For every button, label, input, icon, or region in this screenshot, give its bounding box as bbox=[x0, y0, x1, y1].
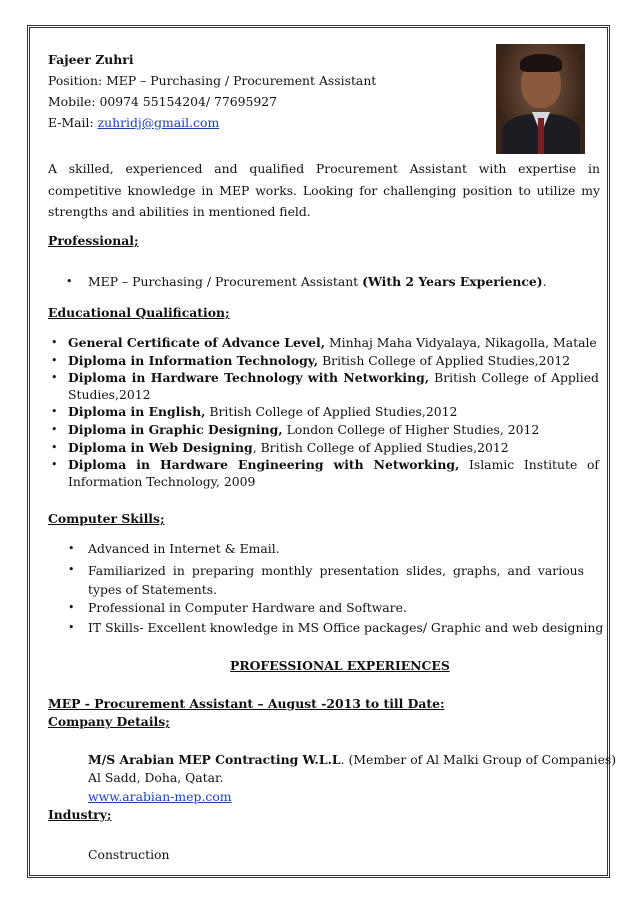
company-line bbox=[88, 751, 616, 768]
education-item-title: Diploma in Web Designing bbox=[68, 440, 253, 455]
bullet-icon: • bbox=[68, 601, 75, 614]
skills-item-text: Professional in Computer Hardware and Software. bbox=[88, 600, 407, 615]
company-note: . (Member of Al Malki Group of Companies) bbox=[340, 752, 617, 767]
company-website-link[interactable]: www.arabian-mep.com bbox=[88, 789, 232, 804]
profile-photo bbox=[496, 44, 585, 154]
professional-item-bold: (With 2 Years Experience) bbox=[362, 274, 543, 289]
education-item-title: Diploma in Hardware Technology with Networking, bbox=[68, 370, 430, 385]
education-item-detail: Minhaj Maha Vidyalaya, Nikagolla, Matale bbox=[325, 335, 597, 350]
company-name: M/S Arabian MEP Contracting W.L.L bbox=[88, 752, 341, 767]
education-item-title: Diploma in Graphic Designing, bbox=[68, 422, 283, 437]
education-item-title: General Certificate of Advance Level, bbox=[68, 335, 326, 350]
education-item-title: Diploma in Information Technology, bbox=[68, 353, 319, 368]
company-website bbox=[88, 788, 232, 805]
bullet-icon: • bbox=[51, 441, 58, 454]
education-item-title: Diploma in English, bbox=[68, 404, 206, 419]
professional-item-text: MEP – Purchasing / Procurement Assistant bbox=[88, 274, 363, 289]
company-address: Al Sadd, Doha, Qatar. bbox=[88, 770, 224, 785]
education-item-title: Diploma in Hardware Engineering with Networking, bbox=[68, 457, 460, 472]
bullet-icon: • bbox=[66, 275, 73, 288]
candidate-name: Fajeer Zuhri bbox=[48, 52, 134, 67]
skills-item-text: Advanced in Internet & Email. bbox=[88, 541, 280, 556]
job-title: MEP - Procurement Assistant – August -2013 to till Date: bbox=[48, 696, 445, 711]
bullet-icon: • bbox=[51, 423, 58, 436]
bullet-icon: • bbox=[51, 458, 58, 471]
professional-item-end: . bbox=[542, 274, 547, 289]
skills-item-text: Familiarized in preparing monthly presentation slides, graphs, and various types of Statements. bbox=[88, 563, 584, 597]
education-item-detail: British College of Applied Studies,2012 bbox=[205, 404, 458, 419]
skills-item-text: IT Skills- Excellent knowledge in MS Office packages/ Graphic and web designing bbox=[88, 620, 604, 635]
position-line: Position: MEP – Purchasing / Procurement Assistant bbox=[48, 73, 377, 88]
bullet-icon: • bbox=[68, 563, 75, 576]
bullet-icon: • bbox=[68, 542, 75, 555]
education-heading: Educational Qualification; bbox=[48, 305, 230, 320]
industry-value: Construction bbox=[88, 847, 170, 862]
email-line bbox=[48, 114, 219, 131]
email-label: E-Mail: bbox=[48, 115, 98, 130]
experience-heading: PROFESSIONAL EXPERIENCES bbox=[230, 658, 450, 673]
education-item-detail: Islamic Institute of Information Technology, 2009 bbox=[68, 457, 599, 489]
education-item-detail: , British College of Applied Studies,2012 bbox=[252, 440, 509, 455]
email-link[interactable]: zuhridj@gmail.com bbox=[97, 115, 220, 130]
industry-heading: Industry; bbox=[48, 807, 112, 822]
bullet-icon: • bbox=[51, 354, 58, 367]
company-heading: Company Details; bbox=[48, 714, 170, 729]
education-item-detail: London College of Higher Studies, 2012 bbox=[282, 422, 540, 437]
bullet-icon: • bbox=[68, 621, 75, 634]
education-item-detail: British College of Applied Studies,2012 bbox=[318, 353, 571, 368]
professional-heading: Professional; bbox=[48, 233, 139, 248]
bullet-icon: • bbox=[51, 405, 58, 418]
mobile-line: Mobile: 00974 55154204/ 77695927 bbox=[48, 94, 278, 109]
education-item-detail: British College of Applied Studies,2012 bbox=[68, 370, 599, 402]
skills-heading: Computer Skills; bbox=[48, 511, 165, 526]
bullet-icon: • bbox=[51, 371, 58, 384]
bullet-icon: • bbox=[51, 336, 58, 349]
summary-paragraph: A skilled, experienced and qualified Procurement Assistant with expertise in competitive knowledge in MEP works. Looking for challenging position to utilize my strengths and abilities in mentioned field. bbox=[48, 161, 600, 219]
